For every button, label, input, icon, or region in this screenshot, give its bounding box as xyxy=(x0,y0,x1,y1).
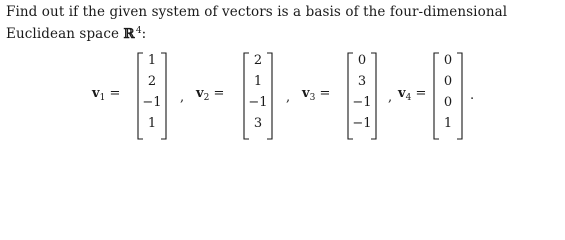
vector-2-column xyxy=(242,52,274,140)
vector-2-entry-3: −1 xyxy=(248,95,268,110)
problem-statement xyxy=(6,3,558,44)
vector-3-column xyxy=(346,52,378,140)
vector-1-column xyxy=(136,52,168,140)
vector-2-label: $v_2$ = xyxy=(196,86,225,103)
vector-3-separator: , xyxy=(388,90,393,105)
vector-1-label: $v_1$ = xyxy=(92,86,121,103)
vector-4-entry-1: 0 xyxy=(443,53,453,68)
vector-3-entry-2: 3 xyxy=(357,74,367,89)
vector-3-entry-4: −1 xyxy=(352,116,372,131)
vector-4-terminator: . xyxy=(470,88,475,103)
vector-system xyxy=(0,52,565,144)
vector-1-entry-2: 2 xyxy=(147,74,157,89)
vector-2-entry-4: 3 xyxy=(253,116,263,131)
space-dimension: 4 xyxy=(135,26,142,36)
vector-4-entry-4: 1 xyxy=(443,116,453,131)
problem-colon: : xyxy=(141,26,147,42)
vector-1-entry-1: 1 xyxy=(147,53,157,68)
vector-1-separator: , xyxy=(180,90,185,105)
vector-4-entry-2: 0 xyxy=(443,74,453,89)
vector-1-entry-3: −1 xyxy=(142,95,162,110)
vector-1-entry-4: 1 xyxy=(147,116,157,131)
vector-3-entry-1: 0 xyxy=(357,53,367,68)
vector-4-column xyxy=(432,52,464,140)
vector-3-entry-3: −1 xyxy=(352,95,372,110)
vector-2-entry-1: 2 xyxy=(253,53,263,68)
vector-4-label: $v_4$ = xyxy=(398,86,427,103)
vector-2-entry-2: 1 xyxy=(253,74,263,89)
problem-text: Find out if the given system of vectors is a basis of the four-dimensional Euclidean space xyxy=(6,4,508,42)
real-space-symbol: ℝ xyxy=(123,26,135,42)
vector-4-entry-3: 0 xyxy=(443,95,453,110)
vector-3-label: $v_3$ = xyxy=(302,86,331,103)
vector-2-separator: , xyxy=(286,90,291,105)
